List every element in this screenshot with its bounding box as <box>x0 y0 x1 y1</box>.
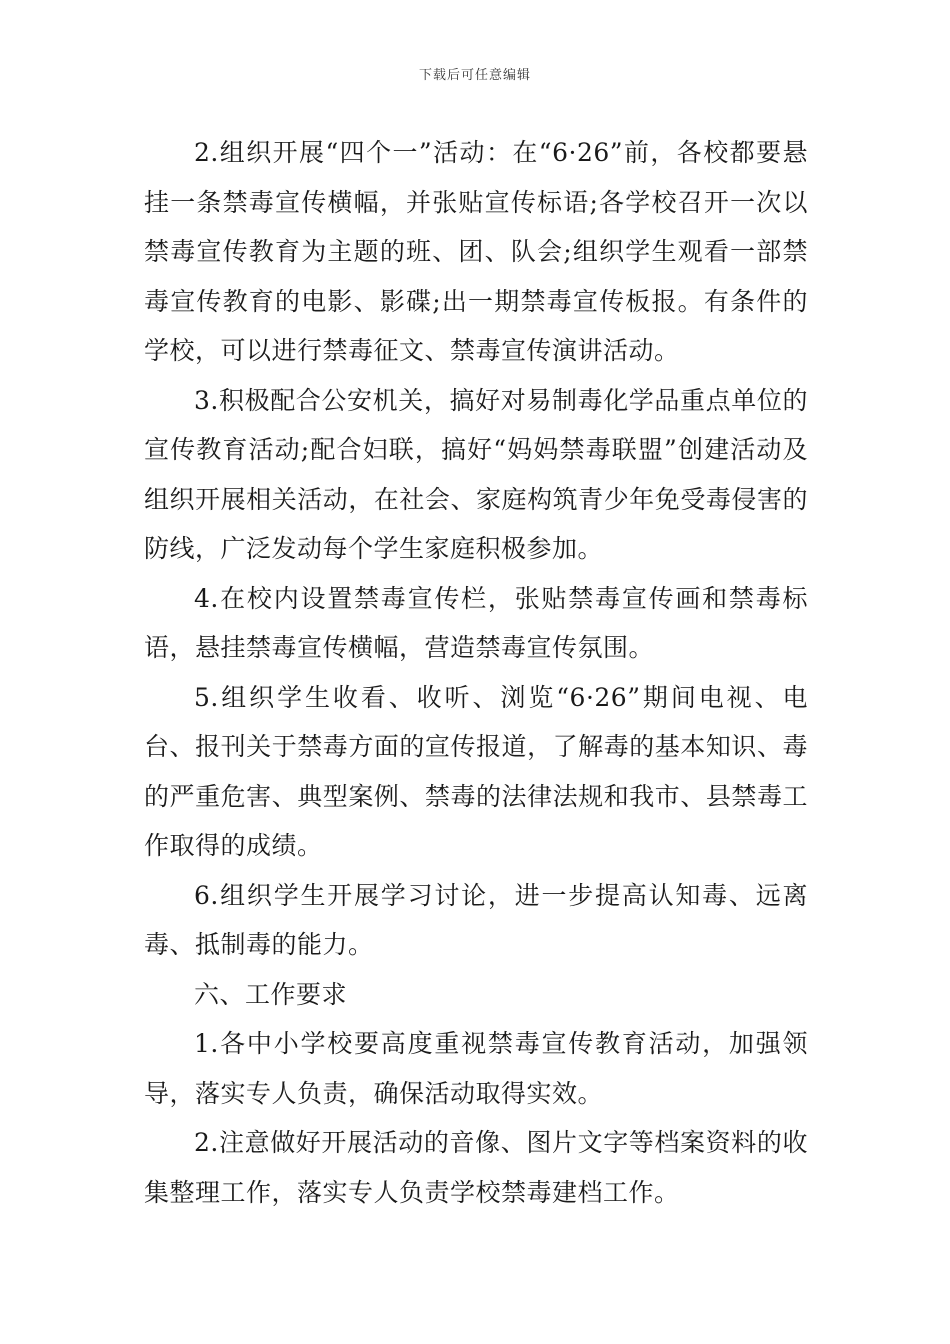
section-heading-work-requirements: 六、工作要求 <box>194 979 348 1009</box>
paragraph-media-reports: 5.组织学生收看、收听、浏览“6·26”期间电视、电台、报刊关于禁毒方面的宣传报道，了解毒的基本知识、毒的严重危害、典型案例、禁毒的法律法规和我市、县禁毒工作取得的成绩。 <box>144 682 808 860</box>
paragraph-bulletin-board: 4.在校内设置禁毒宣传栏，张贴禁毒宣传画和禁毒标语，悬挂禁毒宣传横幅，营造禁毒宣传氛围。 <box>144 583 808 662</box>
paragraph-four-activities: 2.组织开展“四个一”活动：在“6·26”前，各校都要悬挂一条禁毒宣传横幅，并张贴宣传标语;各学校召开一次以禁毒宣传教育为主题的班、团、队会;组织学生观看一部禁毒宣传教育的电影、影碟;出一期禁毒宣传板报。有条件的学校，可以进行禁毒征文、禁毒宣传演讲活动。 <box>144 138 808 365</box>
document-body <box>144 128 808 1217</box>
paragraph-police-cooperation: 3.积极配合公安机关，搞好对易制毒化学品重点单位的宣传教育活动;配合妇联，搞好“妈妈禁毒联盟”创建活动及组织开展相关活动，在社会、家庭构筑青少年免受毒侵害的防线，广泛发动每个学生家庭积极参加。 <box>144 385 808 563</box>
paragraph-requirement-1: 1.各中小学校要高度重视禁毒宣传教育活动，加强领导，落实专人负责，确保活动取得实效。 <box>144 1029 808 1108</box>
paragraph-requirement-2: 2.注意做好开展活动的音像、图片文字等档案资料的收集整理工作，落实专人负责学校禁毒建档工作。 <box>144 1128 808 1207</box>
page-header-note: 下载后可任意编辑 <box>418 68 531 83</box>
paragraph-discussion: 6.组织学生开展学习讨论，进一步提高认知毒、远离毒、抵制毒的能力。 <box>144 880 808 959</box>
